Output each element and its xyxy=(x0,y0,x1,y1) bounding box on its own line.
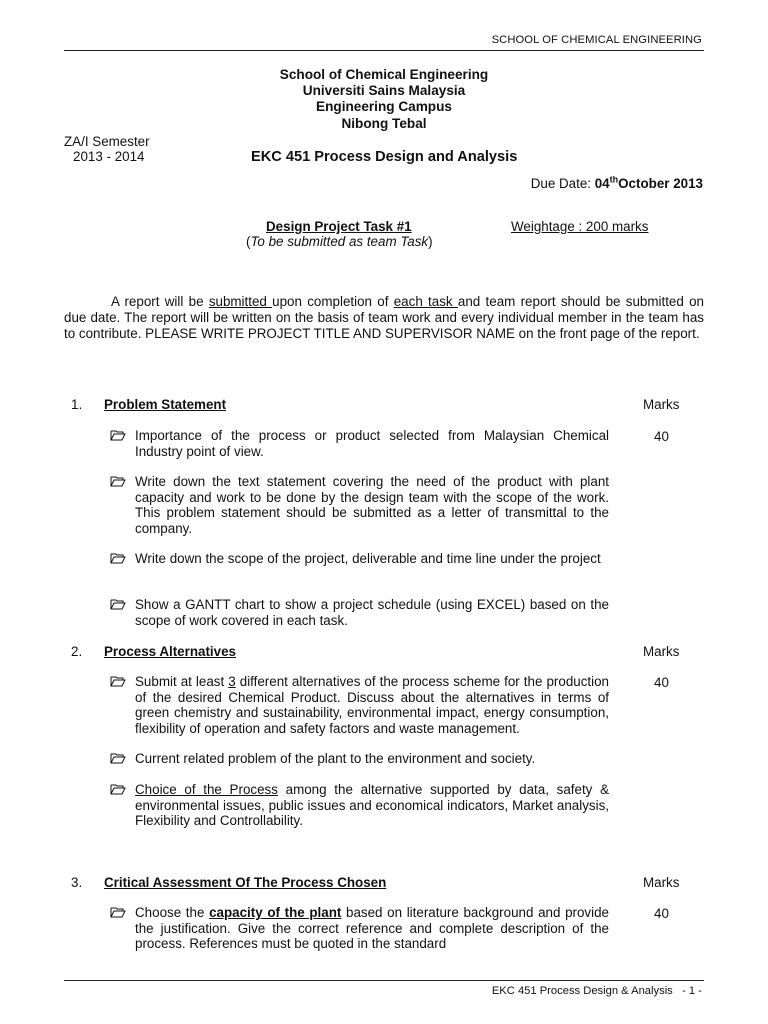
section-2-item-2-u: Choice of the Process xyxy=(135,782,278,797)
section-1-item-4: Show a GANTT chart to show a project schedule (using EXCEL) based on the scope of work covered in each task. xyxy=(135,597,609,628)
intro-u2: each task xyxy=(393,294,458,309)
section-1-marks-value: 40 xyxy=(654,429,669,444)
section-3-number: 3. xyxy=(71,875,83,890)
due-date-label: Due Date: xyxy=(530,176,595,191)
semester-label: ZA/I Semester xyxy=(64,134,150,149)
task-title: Design Project Task #1 xyxy=(266,219,412,234)
section-2-item-1-a: Submit at least xyxy=(135,674,229,689)
section-3-item-1 xyxy=(135,905,609,952)
section-3-title: Critical Assessment Of The Process Chosen xyxy=(104,875,387,890)
task-subtitle-text: To be submitted as team Task xyxy=(250,234,429,249)
running-header: SCHOOL OF CHEMICAL ENGINEERING xyxy=(491,34,702,46)
institution-line-4: Nibong Tebal xyxy=(341,116,427,131)
intro-t2: upon completion of xyxy=(272,294,394,309)
semester-years: 2013 - 2014 xyxy=(73,149,145,164)
section-2-item-1-b: different alternatives of the process scheme for the production of the desired Chemical Product. Discuss about the alternatives in terms of green chemistry and sustainability, environmental impact, energy consumption, flexibility of operation and safety factors and waste management. xyxy=(135,674,609,736)
section-2-title: Process Alternatives xyxy=(104,644,236,659)
intro-paragraph xyxy=(64,294,704,342)
intro-u1: submitted xyxy=(208,294,273,309)
task-subtitle xyxy=(246,234,433,249)
folder-outline-icon xyxy=(110,752,128,767)
section-2-item-2 xyxy=(135,782,609,829)
folder-outline-icon xyxy=(110,429,128,444)
section-1-item-2: Write down the text statement covering the need of the product with plant capacity and work to be done by the design team with the scope of the work. This problem statement should be submitted as a letter of transmittal to the company. xyxy=(135,474,609,536)
institution-line-2: Universiti Sains Malaysia xyxy=(302,83,466,98)
section-1-marks-label: Marks xyxy=(643,397,680,412)
task-subtitle-close: ) xyxy=(428,234,433,249)
section-3-item-1-b: based on literature background and provide the justification. Give the correct reference and complete description of the process. References must be quoted in the standard xyxy=(135,905,609,952)
folder-outline-icon xyxy=(110,475,128,490)
section-3-item-1-a: Choose the xyxy=(135,905,210,920)
section-3-marks-label: Marks xyxy=(643,875,680,890)
folder-outline-icon xyxy=(110,906,128,921)
section-2-marks-value: 40 xyxy=(654,675,669,690)
folder-outline-icon xyxy=(110,783,128,798)
task-subtitle-open: ( xyxy=(246,234,251,249)
section-2-item-1-u: 3 xyxy=(228,674,236,689)
folder-outline-icon xyxy=(110,675,128,690)
section-1-number: 1. xyxy=(71,397,83,412)
header-rule xyxy=(64,50,704,51)
weightage: Weightage : 200 marks xyxy=(511,219,649,234)
due-date xyxy=(531,176,703,191)
section-1-item-1: Importance of the process or product selected from Malaysian Chemical Industry point of view. xyxy=(135,428,609,459)
due-date-day: 04 xyxy=(594,176,610,191)
section-2-item-2-b: among the alternative supported by data, safety & environmental issues, public issues and economical indicators, Market analysis, Flexibility and Controllability. xyxy=(135,782,609,829)
section-3-item-1-u: capacity of the plant xyxy=(209,905,342,920)
section-2-number: 2. xyxy=(71,644,83,659)
course-title: EKC 451 Process Design and Analysis xyxy=(251,149,518,165)
institution-line-3: Engineering Campus xyxy=(316,99,452,114)
due-date-rest: October 2013 xyxy=(618,176,703,191)
section-1-title: Problem Statement xyxy=(104,397,227,412)
folder-outline-icon xyxy=(110,598,128,613)
footer-rule xyxy=(64,980,704,981)
section-2-item-1 xyxy=(135,674,609,736)
intro-t1: A report will be xyxy=(111,294,209,309)
institution-line-1: School of Chemical Engineering xyxy=(279,67,489,82)
folder-outline-icon xyxy=(110,552,128,567)
section-1-item-3: Write down the scope of the project, deliverable and time line under the project xyxy=(135,551,601,566)
section-2-marks-label: Marks xyxy=(643,644,680,659)
section-2-item-1b: Current related problem of the plant to the environment and society. xyxy=(135,751,536,766)
section-3-marks-value: 40 xyxy=(654,906,669,921)
due-date-sup: th xyxy=(609,174,619,185)
page-footer: EKC 451 Process Design & Analysis - 1 - xyxy=(491,985,702,997)
intro-t3: and team report should be submitted on due date. The report will be written on the basis of team work and every individual member in the team has to contribute. PLEASE WRITE PROJECT TITLE AND SUPERVISOR NAME on the front page of the report. xyxy=(64,294,705,341)
